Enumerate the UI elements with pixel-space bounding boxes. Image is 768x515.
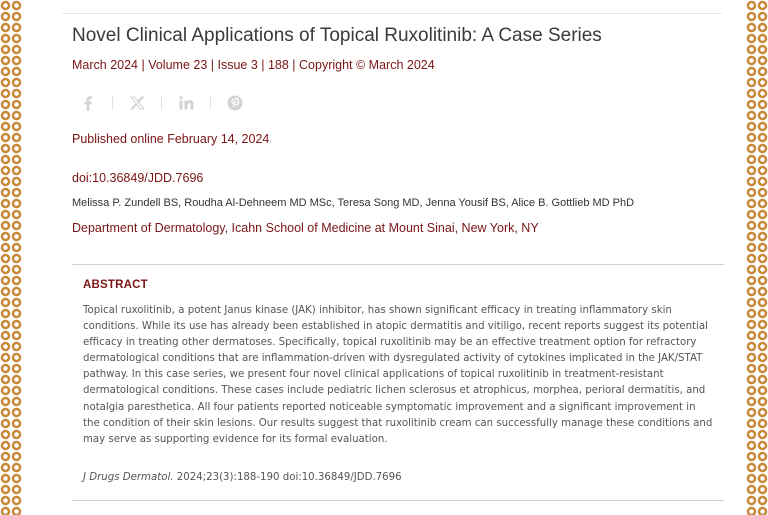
pinterest-icon[interactable]	[227, 95, 243, 111]
abstract-heading: ABSTRACT	[83, 279, 148, 291]
linkedin-icon[interactable]	[178, 95, 194, 111]
share-bar	[80, 95, 243, 111]
article-title: Novel Clinical Applications of Topical Ruxolitinib: A Case Series	[72, 25, 602, 46]
citation	[83, 472, 402, 483]
published-date: Published online February 14, 2024	[72, 132, 270, 146]
share-divider	[161, 96, 162, 110]
share-divider	[210, 96, 211, 110]
top-divider	[62, 13, 722, 14]
doi-link[interactable]: doi:10.36849/JDD.7696	[72, 171, 204, 185]
decorative-border-right	[746, 0, 768, 515]
facebook-icon[interactable]	[80, 95, 96, 111]
author-list: Melissa P. Zundell BS, Roudha Al-Dehneem MD MSc, Teresa Song MD, Jenna Yousif BS, Alice B. Gottlieb MD PhD	[72, 197, 635, 209]
x-twitter-icon[interactable]	[129, 95, 145, 111]
citation-details: 2024;23(3):188-190 doi:10.36849/JDD.7696	[173, 472, 402, 483]
share-divider	[112, 96, 113, 110]
decorative-border-left	[0, 0, 22, 515]
affiliation: Department of Dermatology, Icahn School of Medicine at Mount Sinai, New York, NY	[72, 221, 539, 235]
abstract-section	[72, 264, 724, 501]
abstract-text: Topical ruxolitinib, a potent Janus kinase (JAK) inhibitor, has shown significant efficacy in treating inflammatory skin conditions. While its use has already been established in atopic dermatitis and vitiligo, recent reports suggest its potential efficacy in treating other dermatoses. Specifically, topical ruxolitinib may be an effective treatment option for refractory dermatological conditions that are inflammation-driven with dysregulated activity of cytokines implicated in the JAK/STAT pathway. In this case series, we present four novel clinical applications of topical ruxolitinib in treatment-resistant dermatological conditions. These cases include pediatric lichen sclerosus et atrophicus, morphea, perioral dermatitis, and notalgia paresthetica. All four patients reported noticeable symptomatic improvement and a significant improvement in the condition of their skin lesions. Our results suggest that ruxolitinib cream can successfully manage these conditions and may serve as supporting evidence for its formal evaluation.	[83, 305, 713, 445]
issue-info: March 2024 | Volume 23 | Issue 3 | 188 | Copyright © March 2024	[72, 58, 435, 72]
article-page	[22, 0, 746, 515]
citation-journal: J Drugs Dermatol.	[83, 472, 174, 483]
